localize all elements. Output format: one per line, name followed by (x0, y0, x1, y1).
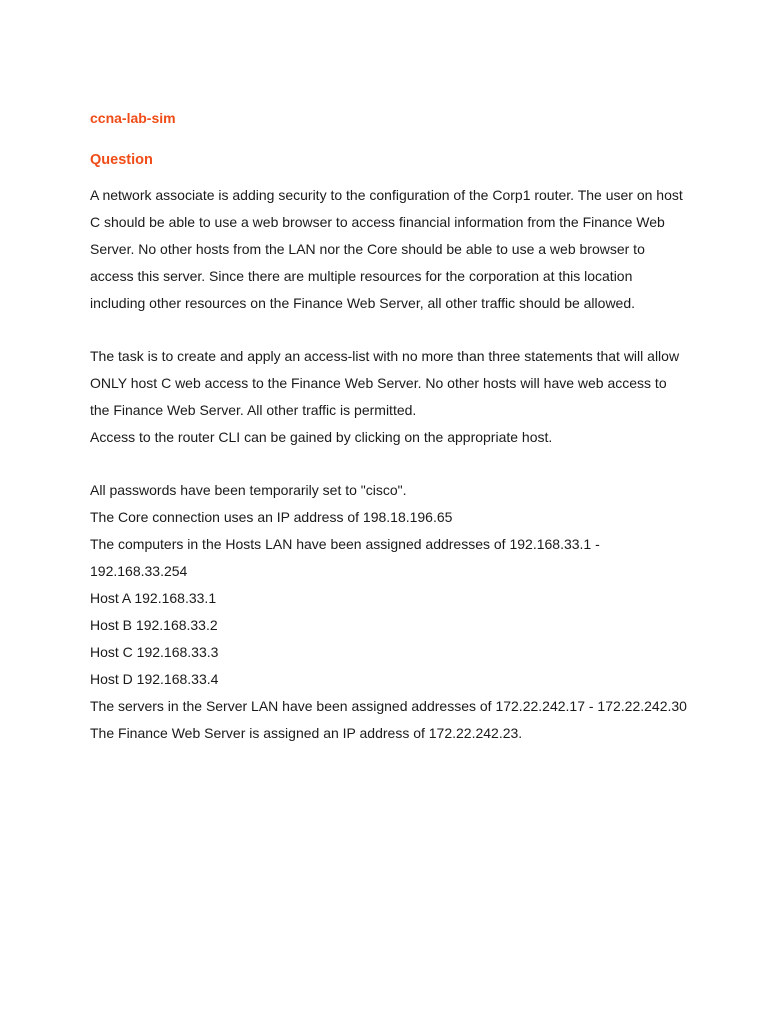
details-block (90, 477, 688, 747)
document-tag: ccna-lab-sim (90, 110, 176, 126)
detail-line: The Finance Web Server is assigned an IP address of 172.22.242.23. (90, 725, 523, 741)
detail-line: Host A 192.168.33.1 (90, 590, 217, 606)
question-paragraph: A network associate is adding security to the configuration of the Corp1 router. The user on host C should be able to use a web browser to access financial information from the Finance Web Server. No other hosts from the LAN nor the Core should be able to use a web browser to access this server. Since there are multiple resources for the corporation at this location including other resources on the Finance Web Server, all other traffic should be allowed. (90, 187, 683, 311)
detail-line: All passwords have been temporarily set to "cisco". (90, 482, 407, 498)
detail-line: Host B 192.168.33.2 (90, 617, 218, 633)
section-title: Question (90, 152, 153, 168)
paragraph-spacer (90, 317, 688, 343)
detail-line: Host D 192.168.33.4 (90, 671, 219, 687)
detail-line: The computers in the Hosts LAN have been assigned addresses of 192.168.33.1 - 192.168.33.254 (90, 536, 600, 579)
cli-note: Access to the router CLI can be gained by clicking on the appropriate host. (90, 429, 553, 445)
detail-line: The Core connection uses an IP address of 198.18.196.65 (90, 509, 453, 525)
detail-line: Host C 192.168.33.3 (90, 644, 219, 660)
detail-line: The servers in the Server LAN have been assigned addresses of 172.22.242.17 - 172.22.242.30 (90, 698, 687, 714)
paragraph-spacer (90, 451, 688, 477)
task-paragraph: The task is to create and apply an access-list with no more than three statements that will allow ONLY host C web access to the Finance Web Server. No other hosts will have web access to the Finance Web Server. All other traffic is permitted. (90, 348, 680, 418)
